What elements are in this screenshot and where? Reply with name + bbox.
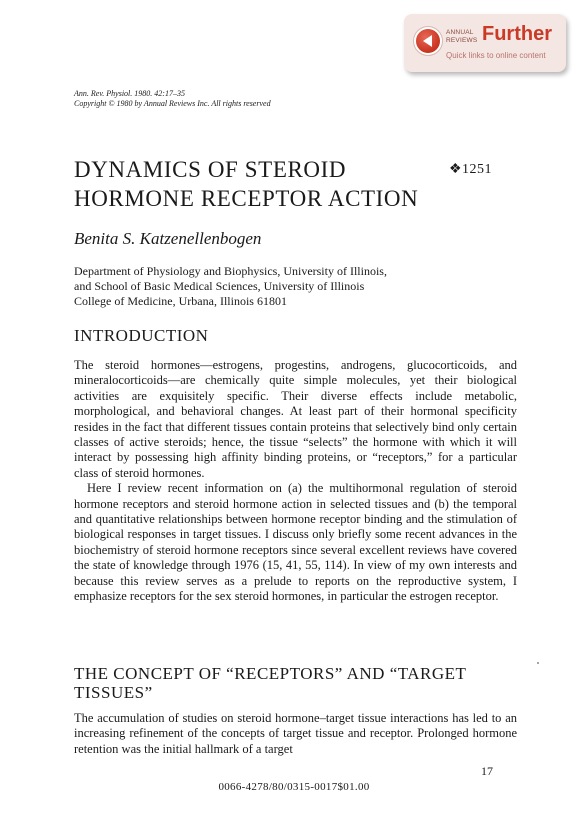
page-number: 17 [481,764,493,778]
footer-identifier: 0066-4278/80/0315-0017$01.00 [218,781,370,793]
brand-line-reviews: REVIEWS [446,36,478,44]
title-line-2: HORMONE RECEPTOR ACTION [74,186,419,211]
article-code: ❖1251 [449,162,493,177]
paragraph: The accumulation of studies on steroid hormone–target tissue interactions has led to an increasing refinement of the concepts of target tissue and receptor. Prolonged hormone retention was the initial hallmark of a target [74,711,517,756]
brand-line-annual: ANNUAL [446,29,474,36]
paragraph: The steroid hormones—estrogens, progestins, androgens, glucocorticoids, and mineralocorticoids—are chemically quite simple molecules, yet their biological activities are exquisitely specific. Their diverse effects include metabolic, morphological, and behavioral changes. At least part of their hormonal specificity resides in the fact that different tissues contain proteins that selectively bind only certain classes of active steroids; hence, the tissue “selects” the hormone with which it will interact by possessing high affinity binding proteins, or “receptors,” for a particular class of steroid hormones. [74,358,517,480]
quick-links-label: Quick links to online content [446,51,546,60]
scan-speck [537,662,539,664]
introduction-body [74,358,517,605]
article-title [74,155,454,213]
title-line-1: DYNAMICS OF STEROID [74,157,347,182]
affiliation-line: and School of Basic Medical Sciences, University of Illinois [74,279,365,293]
introduction-heading: INTRODUCTION [74,326,209,345]
citation-line: Ann. Rev. Physiol. 1980. 42:17–35 [74,89,185,98]
paragraph: Here I review recent information on (a) the multihormonal regulation of steroid hormone receptors and steroid hormone action in selected tissues and (b) the temporal and quantitative relationships between hormone receptor binding and the stimulation of biological responses in target tissues. I discuss only briefly some recent advances in the biochemistry of steroid hormone receptors since several excellent reviews have covered the state of knowledge through 1976 (15, 41, 55, 114). In view of my own interests and because this review serves as a prelude to reports on the reproductive system, I emphasize receptors for the sex steroid hormones, in particular the estrogen receptor. [74,481,517,604]
heading-line: TISSUES” [74,683,153,702]
play-arrow-icon [414,27,442,55]
author-name: Benita S. Katzenellenbogen [74,229,262,248]
affiliation-line: College of Medicine, Urbana, Illinois 61801 [74,294,287,308]
author-affiliation [74,264,494,309]
concept-body [74,711,517,757]
copyright-line: Copyright © 1980 by Annual Reviews Inc. All rights reserved [74,99,271,108]
concept-heading [74,664,466,702]
annual-reviews-further-badge[interactable] [404,14,566,72]
affiliation-line: Department of Physiology and Biophysics, University of Illinois, [74,264,387,278]
heading-line: THE CONCEPT OF “RECEPTORS” AND “TARGET [74,664,467,683]
journal-citation [74,89,271,109]
annual-reviews-logo-text [446,29,477,44]
further-label: Further [482,23,552,45]
